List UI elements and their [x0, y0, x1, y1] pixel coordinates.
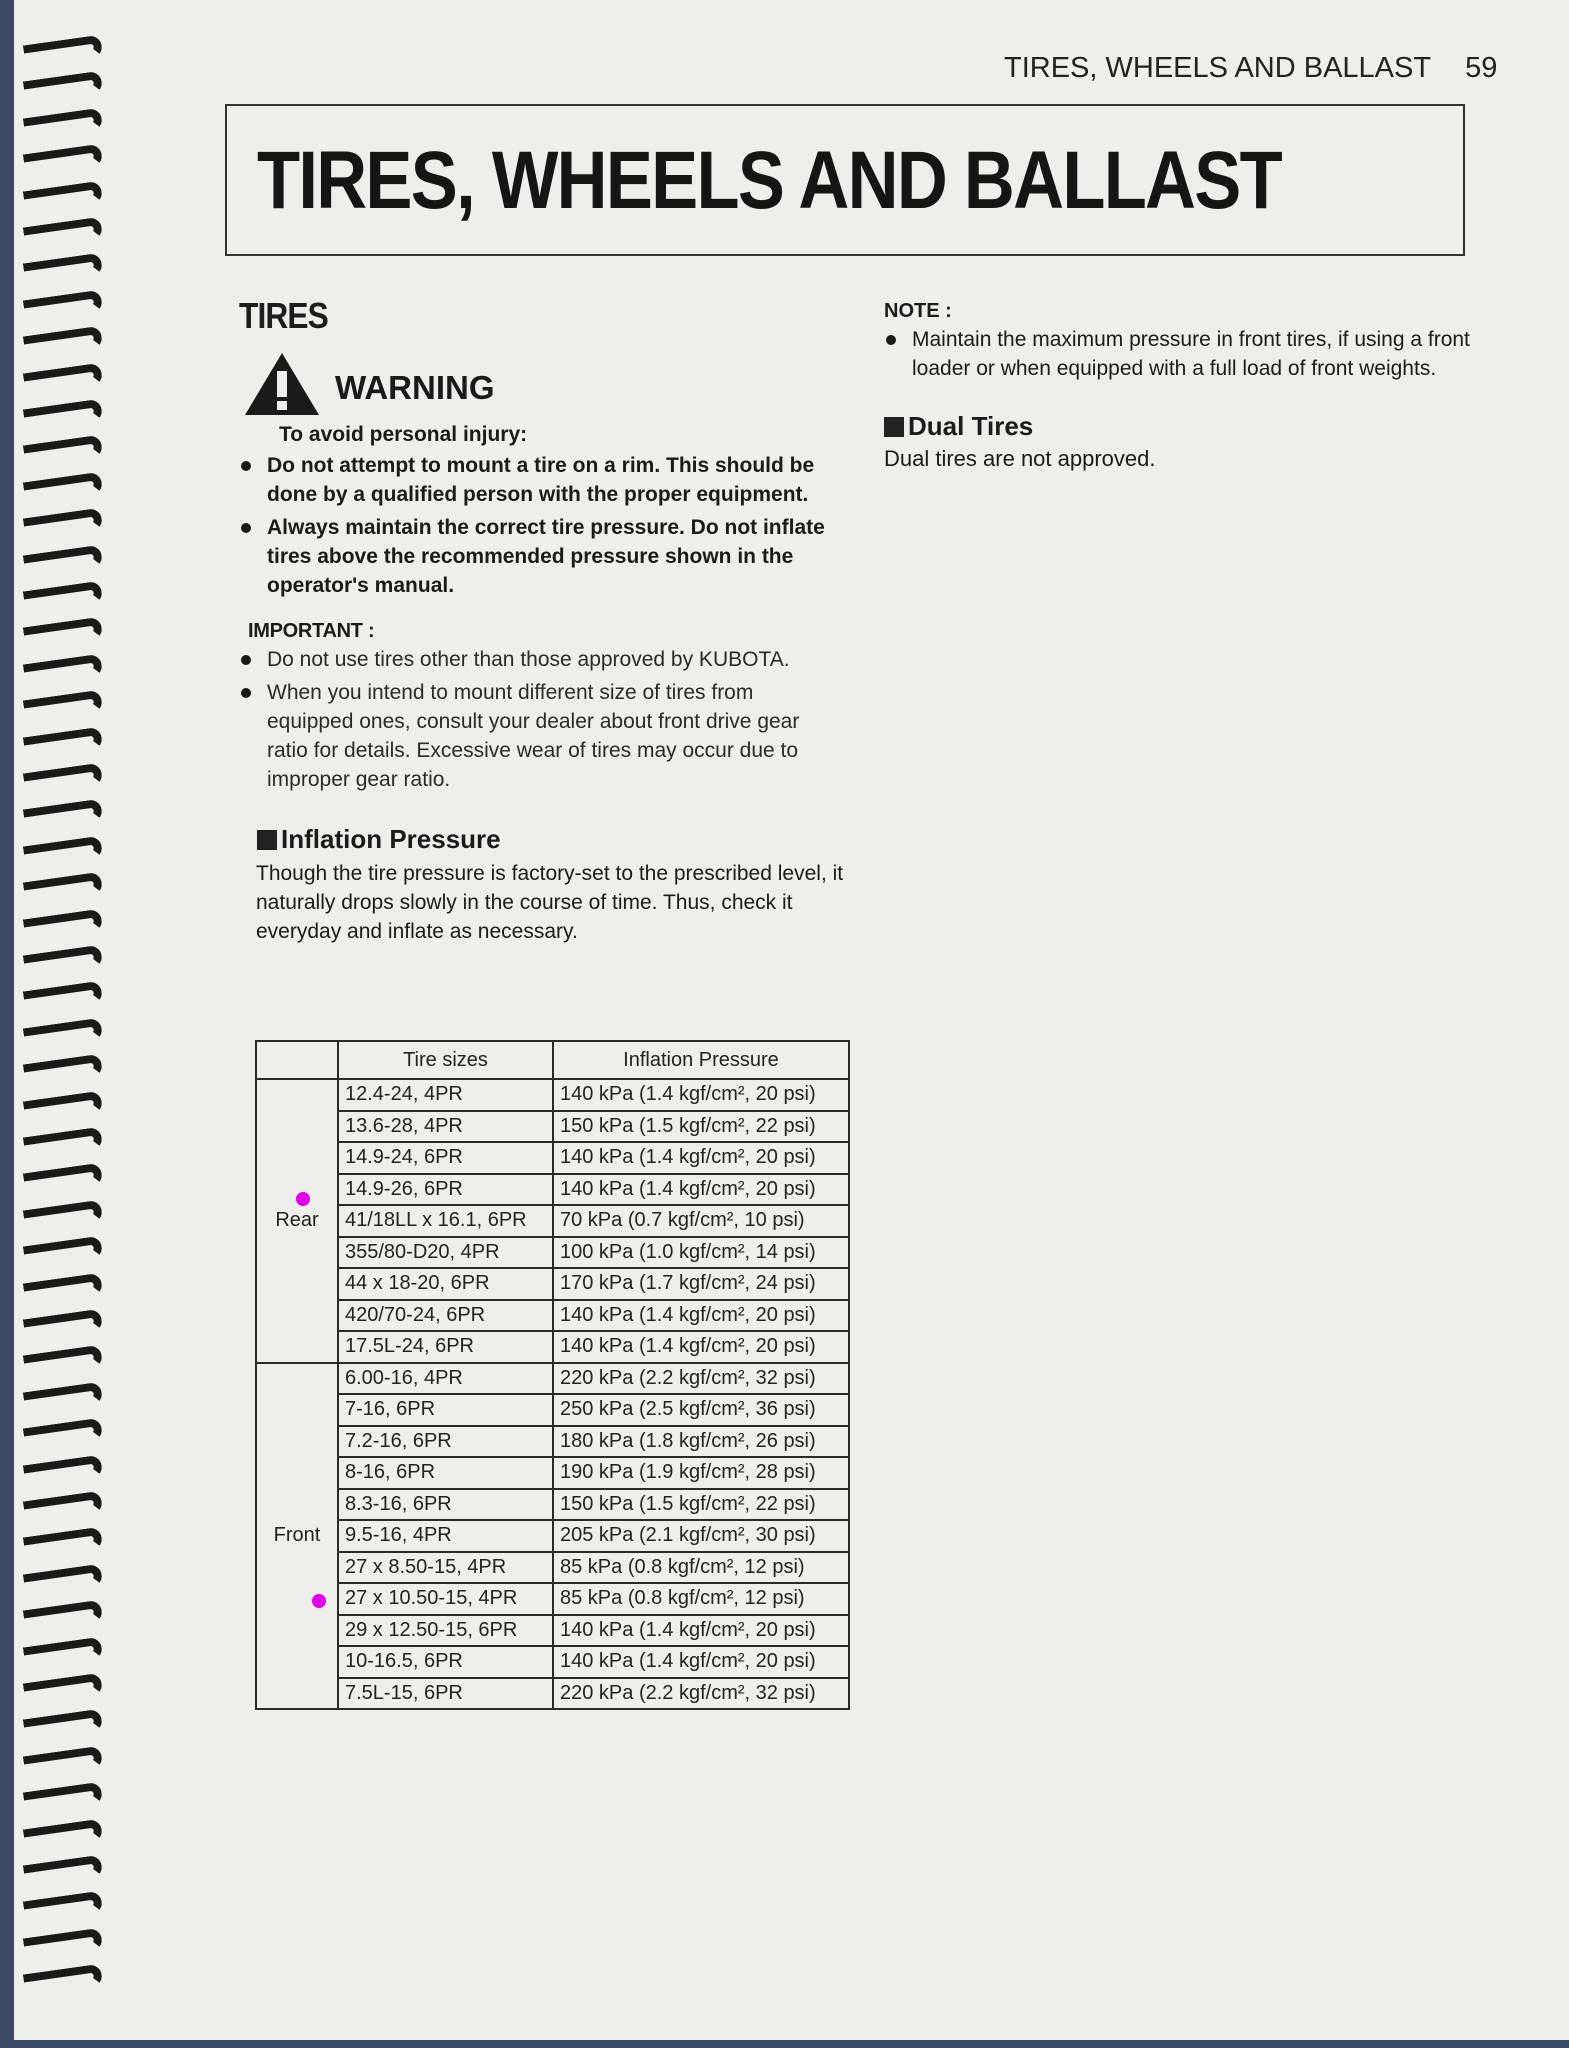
- tire-size-cell: 17.5L-24, 6PR: [338, 1331, 553, 1363]
- table-row: [256, 1268, 849, 1300]
- tire-size-cell: 9.5-16, 4PR: [338, 1520, 553, 1552]
- dual-tires-heading: [884, 411, 1484, 442]
- spiral-coil: [23, 1745, 103, 1778]
- page-title: TIRES, WHEELS AND BALLAST: [257, 135, 1281, 226]
- inflation-pressure-cell: 220 kPa (2.2 kgf/cm², 32 psi): [553, 1678, 849, 1710]
- warning-header: [239, 349, 839, 413]
- table-row: [256, 1079, 849, 1111]
- spiral-coil: [23, 253, 103, 286]
- inflation-pressure-cell: 140 kPa (1.4 kgf/cm², 20 psi): [553, 1331, 849, 1363]
- spiral-coil: [23, 1163, 103, 1196]
- spiral-coil: [23, 945, 103, 978]
- table-row: [256, 1457, 849, 1489]
- table-header-row: [256, 1041, 849, 1079]
- spiral-coil: [23, 1454, 103, 1487]
- inflation-pressure-cell: 170 kPa (1.7 kgf/cm², 24 psi): [553, 1268, 849, 1300]
- spiral-coil: [23, 289, 103, 322]
- running-header: [1004, 52, 1497, 85]
- square-bullet-icon: [884, 417, 904, 437]
- spiral-coil: [23, 180, 103, 213]
- column-header-sizes: Tire sizes: [338, 1041, 553, 1079]
- spiral-coil: [23, 1927, 103, 1960]
- marker-dot: [296, 1192, 310, 1206]
- table-row: [256, 1205, 849, 1237]
- spiral-coil: [23, 799, 103, 832]
- left-column: [239, 295, 844, 946]
- spiral-coil: [23, 1709, 103, 1742]
- tire-size-cell: 355/80-D20, 4PR: [338, 1237, 553, 1269]
- table-row: [256, 1111, 849, 1143]
- front-group-label: Front: [256, 1363, 338, 1710]
- table-row: [256, 1363, 849, 1395]
- column-header-pressure: Inflation Pressure: [553, 1041, 849, 1079]
- spiral-coil: [23, 1891, 103, 1924]
- important-item: When you intend to mount different size of tires from equipped ones, consult your dealer about front drive gear ratio for details. Excessive wear of tires may occur due to improper gear ratio.: [239, 678, 839, 794]
- inflation-pressure-cell: 70 kPa (0.7 kgf/cm², 10 psi): [553, 1205, 849, 1237]
- inflation-pressure-cell: 150 kPa (1.5 kgf/cm², 22 psi): [553, 1489, 849, 1521]
- inflation-pressure-cell: 100 kPa (1.0 kgf/cm², 14 psi): [553, 1237, 849, 1269]
- inflation-pressure-cell: 220 kPa (2.2 kgf/cm², 32 psi): [553, 1363, 849, 1395]
- spiral-coil: [23, 326, 103, 359]
- table-row: [256, 1552, 849, 1584]
- warning-item: Do not attempt to mount a tire on a rim. This should be done by a qualified person with the proper equipment.: [239, 451, 839, 509]
- spiral-coil: [23, 1199, 103, 1232]
- warning-triangle-icon: [243, 351, 321, 417]
- spiral-coil: [23, 1964, 103, 1997]
- table-row: [256, 1331, 849, 1363]
- spiral-coil: [23, 1600, 103, 1633]
- inflation-pressure-cell: 140 kPa (1.4 kgf/cm², 20 psi): [553, 1615, 849, 1647]
- spiral-coil: [23, 399, 103, 432]
- spiral-coil: [23, 508, 103, 541]
- tire-size-cell: 29 x 12.50-15, 6PR: [338, 1615, 553, 1647]
- spiral-coil: [23, 1054, 103, 1087]
- spiral-coil: [23, 217, 103, 250]
- dual-tires-text: Dual tires are not approved.: [884, 446, 1156, 471]
- spiral-coil: [23, 908, 103, 941]
- inflation-text: Though the tire pressure is factory-set to the prescribed level, it naturally drops slowly in the course of time. Thus, check it everyday and inflate as necessary.: [256, 862, 844, 943]
- spiral-coil: [23, 107, 103, 140]
- spiral-coil: [23, 835, 103, 868]
- spiral-coil: [23, 71, 103, 104]
- tire-size-cell: 7-16, 6PR: [338, 1394, 553, 1426]
- tire-size-cell: 27 x 10.50-15, 4PR: [338, 1583, 553, 1615]
- table-row: [256, 1394, 849, 1426]
- inflation-pressure-cell: 140 kPa (1.4 kgf/cm², 20 psi): [553, 1142, 849, 1174]
- spiral-coil: [23, 690, 103, 723]
- tire-size-cell: 14.9-24, 6PR: [338, 1142, 553, 1174]
- spiral-coil: [23, 1127, 103, 1160]
- tire-size-cell: 420/70-24, 6PR: [338, 1300, 553, 1332]
- spiral-coil: [23, 544, 103, 577]
- spiral-coil: [23, 981, 103, 1014]
- spiral-coil: [23, 1272, 103, 1305]
- spiral-coil: [23, 1782, 103, 1815]
- tire-size-cell: 6.00-16, 4PR: [338, 1363, 553, 1395]
- important-label: IMPORTANT :: [248, 620, 375, 642]
- right-column: [884, 300, 1484, 472]
- tire-size-cell: 13.6-28, 4PR: [338, 1111, 553, 1143]
- spiral-coil: [23, 1236, 103, 1269]
- table-corner-cell: [256, 1041, 338, 1079]
- table-row: [256, 1300, 849, 1332]
- tire-size-cell: 41/18LL x 16.1, 6PR: [338, 1205, 553, 1237]
- running-header-section: TIRES, WHEELS AND BALLAST: [1004, 52, 1432, 84]
- spiral-coil: [23, 581, 103, 614]
- inflation-pressure-cell: 190 kPa (1.9 kgf/cm², 28 psi): [553, 1457, 849, 1489]
- tires-heading: TIRES: [239, 295, 328, 336]
- spiral-coil: [23, 1855, 103, 1888]
- inflation-heading-text: Inflation Pressure: [281, 824, 501, 854]
- table-row: [256, 1615, 849, 1647]
- spiral-coil: [23, 726, 103, 759]
- spiral-coil: [23, 1636, 103, 1669]
- square-bullet-icon: [257, 830, 277, 850]
- title-box: [225, 104, 1465, 256]
- note-list: [884, 325, 1484, 383]
- spiral-coil: [23, 471, 103, 504]
- inflation-pressure-cell: 140 kPa (1.4 kgf/cm², 20 psi): [553, 1079, 849, 1111]
- spiral-coil: [23, 1818, 103, 1851]
- spiral-coil: [23, 1090, 103, 1123]
- tire-size-cell: 8-16, 6PR: [338, 1457, 553, 1489]
- tire-size-cell: 12.4-24, 4PR: [338, 1079, 553, 1111]
- spiral-coil: [23, 1491, 103, 1524]
- tire-size-cell: 27 x 8.50-15, 4PR: [338, 1552, 553, 1584]
- tire-size-cell: 10-16.5, 6PR: [338, 1646, 553, 1678]
- spiral-coil: [23, 617, 103, 650]
- important-item: Do not use tires other than those approved by KUBOTA.: [239, 645, 839, 674]
- spiral-coil: [23, 144, 103, 177]
- spiral-coil: [23, 435, 103, 468]
- warning-title: WARNING: [335, 369, 495, 406]
- spiral-coil: [23, 653, 103, 686]
- spiral-coil: [23, 362, 103, 395]
- tire-size-cell: 7.2-16, 6PR: [338, 1426, 553, 1458]
- inflation-pressure-cell: 250 kPa (2.5 kgf/cm², 36 psi): [553, 1394, 849, 1426]
- tire-size-cell: 7.5L-15, 6PR: [338, 1678, 553, 1710]
- table-row: [256, 1237, 849, 1269]
- tire-pressure-table: [255, 1040, 850, 1710]
- tire-size-cell: 8.3-16, 6PR: [338, 1489, 553, 1521]
- inflation-pressure-cell: 180 kPa (1.8 kgf/cm², 26 psi): [553, 1426, 849, 1458]
- table-row: [256, 1646, 849, 1678]
- note-label: NOTE :: [884, 300, 952, 322]
- table-row: [256, 1489, 849, 1521]
- spiral-coil: [23, 1418, 103, 1451]
- table-row: [256, 1142, 849, 1174]
- warning-lead: To avoid personal injury:: [279, 423, 528, 446]
- rear-group-label: Rear: [256, 1079, 338, 1363]
- inflation-pressure-cell: 140 kPa (1.4 kgf/cm², 20 psi): [553, 1174, 849, 1206]
- table-row: [256, 1583, 849, 1615]
- important-list: [239, 645, 839, 794]
- table-row: [256, 1520, 849, 1552]
- spiral-coil: [23, 1563, 103, 1596]
- tire-size-cell: 14.9-26, 6PR: [338, 1174, 553, 1206]
- inflation-pressure-cell: 150 kPa (1.5 kgf/cm², 22 psi): [553, 1111, 849, 1143]
- spiral-coil: [23, 1345, 103, 1378]
- tire-size-cell: 44 x 18-20, 6PR: [338, 1268, 553, 1300]
- inflation-pressure-cell: 140 kPa (1.4 kgf/cm², 20 psi): [553, 1300, 849, 1332]
- spiral-coil: [23, 1527, 103, 1560]
- table-row: [256, 1426, 849, 1458]
- inflation-pressure-cell: 85 kPa (0.8 kgf/cm², 12 psi): [553, 1552, 849, 1584]
- spiral-coil: [23, 1381, 103, 1414]
- table-row: [256, 1174, 849, 1206]
- table-row: [256, 1678, 849, 1710]
- inflation-pressure-cell: 85 kPa (0.8 kgf/cm², 12 psi): [553, 1583, 849, 1615]
- spiral-coil: [23, 35, 103, 68]
- warning-item: Always maintain the correct tire pressure. Do not inflate tires above the recommended pressure shown in the operator's manual.: [239, 513, 839, 600]
- spiral-coil: [23, 872, 103, 905]
- spiral-coil: [23, 763, 103, 796]
- table-body: [256, 1079, 849, 1709]
- spiral-coil: [23, 1309, 103, 1342]
- inflation-pressure-cell: 205 kPa (2.1 kgf/cm², 30 psi): [553, 1520, 849, 1552]
- inflation-pressure-cell: 140 kPa (1.4 kgf/cm², 20 psi): [553, 1646, 849, 1678]
- spiral-coil: [23, 1673, 103, 1706]
- warning-list: [239, 451, 839, 600]
- note-item: Maintain the maximum pressure in front tires, if using a front loader or when equipped with a full load of front weights.: [884, 325, 1484, 383]
- page-number: 59: [1465, 52, 1498, 84]
- marker-dot: [312, 1594, 326, 1608]
- inflation-heading: [257, 824, 839, 855]
- dual-tires-heading-text: Dual Tires: [908, 411, 1034, 441]
- manual-page: [14, 0, 1569, 2040]
- spiral-binding: [14, 40, 126, 2030]
- spiral-coil: [23, 1017, 103, 1050]
